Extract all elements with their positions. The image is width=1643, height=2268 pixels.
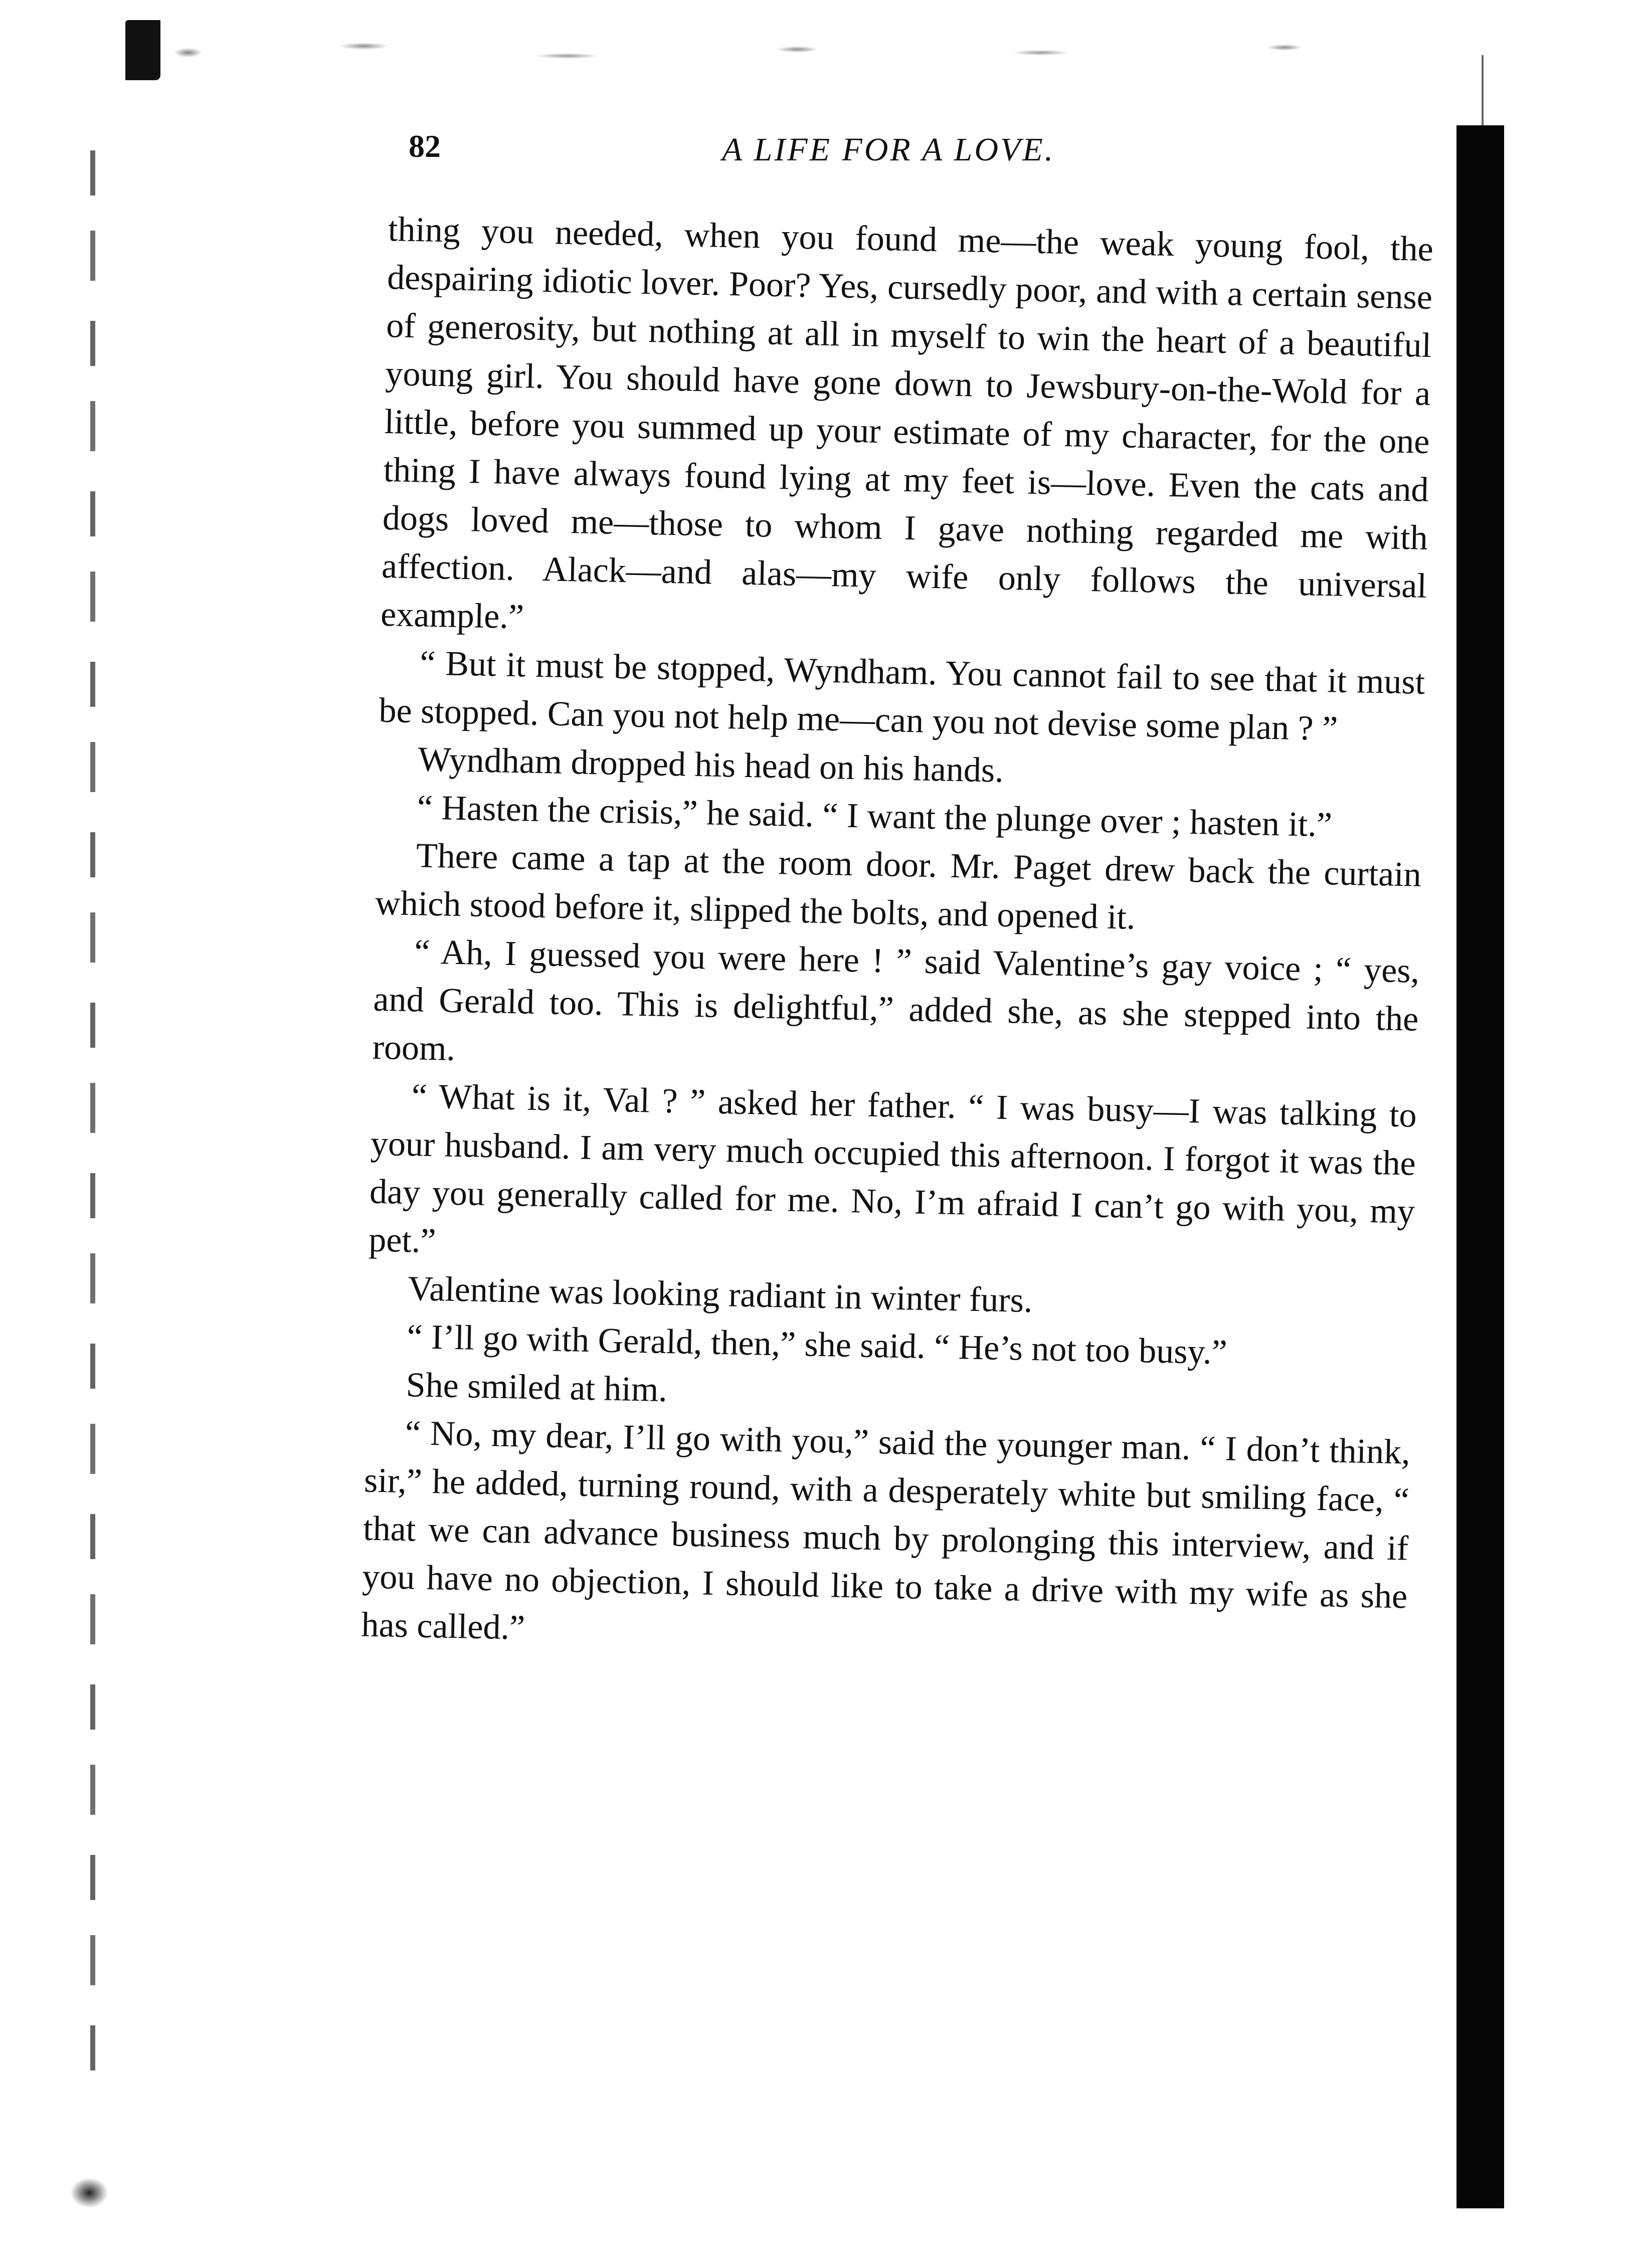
paragraph: There came a tap at the room door. Mr. Paget drew back the curtain which stood before it, slipped the bolts, and opened it. xyxy=(375,836,1422,937)
page-number: 82 xyxy=(409,128,441,164)
paragraph: “ What is it, Val ? ” asked her father. “ I was busy—I was talking to your husband. I am very much occupied this afternoon. I forgot it was the day you generally called for me. No, I’m afraid I can’t go with you, my pet.” xyxy=(368,1077,1417,1261)
page-gutter-shadow xyxy=(1456,125,1504,2208)
paragraph: “ Hasten the crisis,” he said. “ I want the plunge over ; hasten it.” xyxy=(417,788,1333,845)
adjacent-page-edge xyxy=(1519,0,1643,2268)
paragraph: Wyndham dropped his head on his hands. xyxy=(418,740,1004,790)
scan-bottom-left-mark xyxy=(65,2166,125,2211)
paragraph: thing you needed, when you found me—the weak young fool, the despairing idiotic lover. Poor? Yes, cursedly poor, and with a certain sense of generosity, but nothing at all in myself to win the heart of a beautiful young girl. You should have gone down to Jewsbury-on-the-Wold for a little, before you summed up your estimate of my character, for the one thing I have always found lying at my feet is—love. Even the cats and dogs loved me—those to whom I gave nothing regarded me with affection. Alack—and alas—my wife only follows the universal example.” xyxy=(380,210,1434,637)
paragraph: Valentine was looking radiant in winter furs. xyxy=(407,1269,1033,1320)
paragraph: “ I’ll go with Gerald, then,” she said. “ He’s not too busy.” xyxy=(406,1317,1228,1372)
scan-left-edge xyxy=(90,150,95,2106)
body-text xyxy=(361,206,1434,1669)
running-title: A LIFE FOR A LOVE. xyxy=(722,131,1055,168)
scan-corner-mark xyxy=(125,20,160,80)
scan-noise-top xyxy=(120,20,1474,85)
paragraph: She smiled at him. xyxy=(406,1366,668,1410)
paragraph: “ Ah, I guessed you were here ! ” said Valentine’s gay voice ; “ yes, and Gerald too. This is delightful,” added she, as she stepped into the room. xyxy=(372,932,1420,1068)
gutter-line xyxy=(1482,55,1484,130)
paragraph: “ But it must be stopped, Wyndham. You cannot fail to see that it must be stopped. Can you not help me—can you not devise some plan ? ” xyxy=(378,644,1425,748)
page-header xyxy=(391,128,1464,183)
paragraph: “ No, my dear, I’ll go with you,” said the younger man. “ I don’t think, sir,” he added, turning round, with a desperately white but smiling face, “ that we can advance business much by prolonging this interview, and if you have no objection, I should like to take a drive with my wife as she has called.” xyxy=(360,1414,1411,1647)
